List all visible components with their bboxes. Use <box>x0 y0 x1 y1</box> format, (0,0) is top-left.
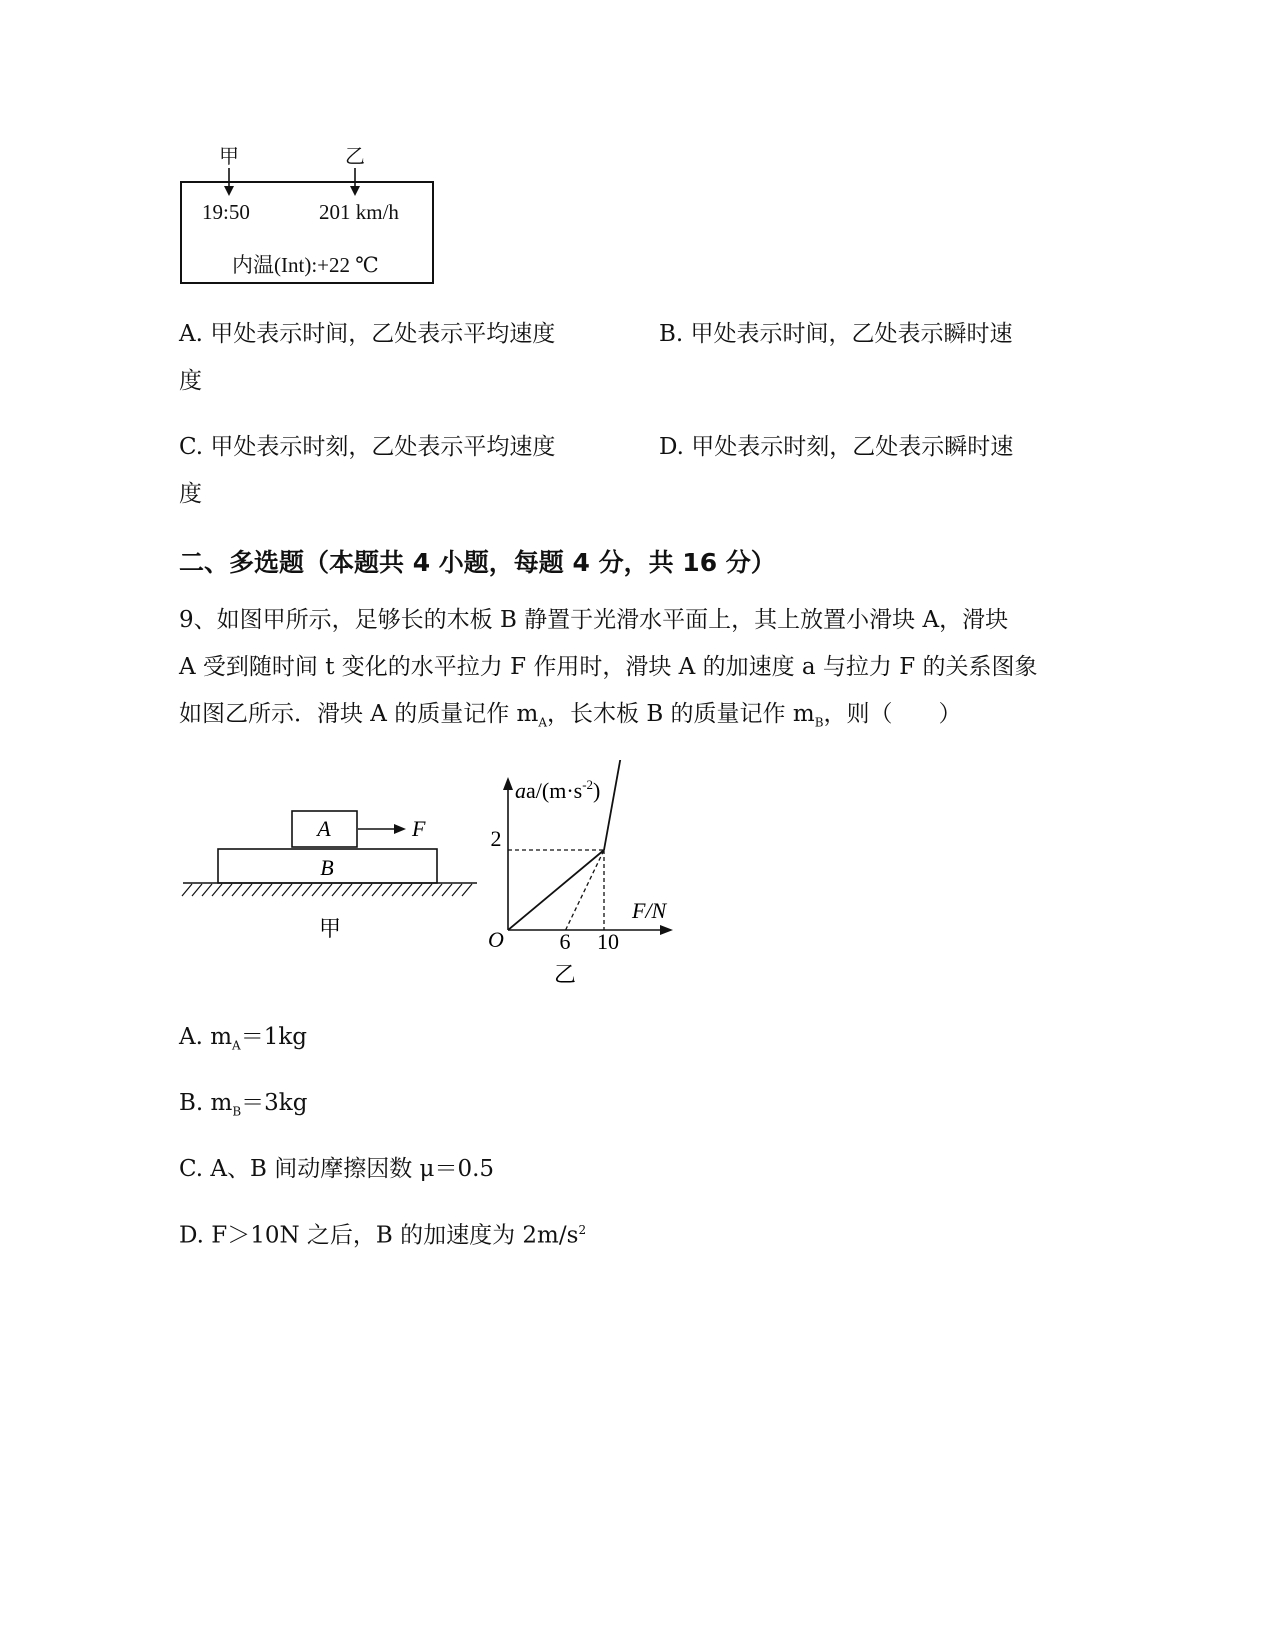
q8-option-d: D. 甲处表示时刻，乙处表示瞬时速 <box>659 434 1014 460</box>
q9-option-c: C. A、B 间动摩擦因数 μ＝0.5 <box>179 1156 495 1182</box>
board-b-label: B <box>320 855 334 880</box>
q8-option-c: C. 甲处表示时刻，乙处表示平均速度 <box>179 434 556 460</box>
force-label: F <box>412 816 426 841</box>
x-tick-label-6: 6 <box>559 929 571 954</box>
q8-option-a: A. 甲处表示时间，乙处表示平均速度 <box>179 321 556 347</box>
series-1-segment-0 <box>566 850 604 930</box>
figure-jia <box>180 800 480 950</box>
y-tick-label: 2 <box>490 826 502 851</box>
figure-yi-caption: 乙 <box>553 962 577 987</box>
x-tick-label-10: 10 <box>597 929 619 954</box>
q9-stem-line2: A 受到随时间 t 变化的水平拉力 F 作用时，滑块 A 的加速度 a 与拉力 F 的关系图象 <box>179 654 1038 680</box>
display-time: 19:50 <box>202 200 250 224</box>
q8-option-b-cont: 度 <box>179 368 202 394</box>
origin-label: O <box>488 927 504 952</box>
block-a-label: A <box>317 816 331 841</box>
section-heading: 二、多选题（本题共 4 小题，每题 4 分，共 16 分） <box>179 548 776 577</box>
q9-option-d: D. F＞10N 之后，B 的加速度为 $2m/s^2$ <box>179 1222 587 1249</box>
series-0-segment-1 <box>604 760 633 850</box>
figure-yi-chart <box>480 760 695 995</box>
series-0-segment-0 <box>508 850 604 930</box>
display-speed: 201 km/h <box>319 200 399 224</box>
display-temperature: 内温(Int):+22 ℃ <box>232 253 379 277</box>
label-jia: 甲 <box>219 144 239 168</box>
figure-jia-caption: 甲 <box>318 916 342 941</box>
ground-hatching <box>182 884 472 896</box>
q9-option-a: A. $m_A=1kg$ <box>179 1024 308 1053</box>
q8-option-b: B. 甲处表示时间，乙处表示瞬时速 <box>659 321 1013 347</box>
label-yi: 乙 <box>345 144 365 168</box>
q9-stem-line1: 9、如图甲所示，足够长的木板 B 静置于光滑水平面上，其上放置小滑块 A，滑块 <box>179 607 1009 633</box>
x-axis-label: F/N <box>632 898 667 923</box>
q9-option-b: B. $m_B=3kg$ <box>179 1090 308 1119</box>
y-axis-label: $aa/(m\cdot s^{-2})$ <box>515 777 601 803</box>
q9-stem-line3: 如图乙所示．滑块 A 的质量记作 $m_A$，长木板 B 的质量记作 $m_B$，则（ ） <box>179 701 962 730</box>
q8-option-d-cont: 度 <box>179 481 202 507</box>
